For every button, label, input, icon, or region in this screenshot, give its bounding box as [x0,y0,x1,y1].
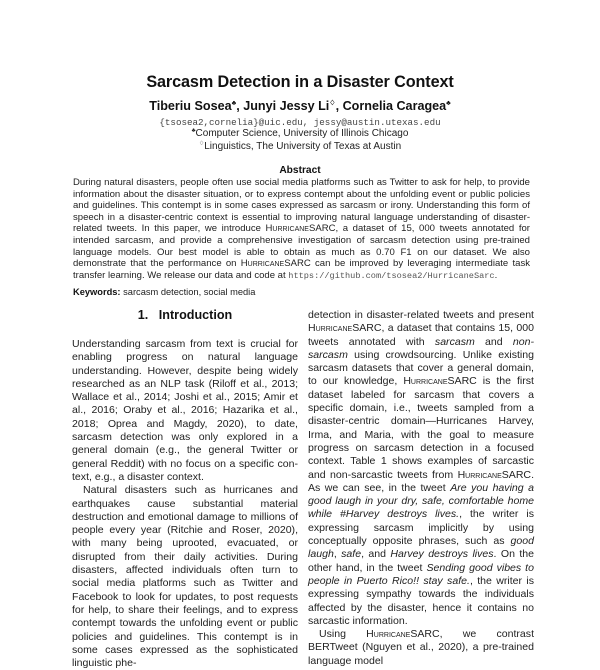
text-run: is the first dataset labeled for sarcasm that covers a specific domain, i.e., tweets sampled from a disaster-centric domain—Hurricanes Harvey, Irma, and Maria, with the goal to measure progress on sarcasm detection in a focused context. Table 1 shows examples of sarcastic and non-sarcastic tweets from [308,375,534,481]
paper-title: Sarcasm Detection in a Disaster Context [146,73,454,91]
text-run: . On the other hand, in the tweet [308,548,534,574]
text-run: detection in disaster-related tweets and present [308,309,534,321]
author-name: Cornelia Caragea [342,99,447,113]
dataset-name-suffix: SARC [352,322,382,335]
affiliation-uic [0,128,600,139]
dataset-name-smallcaps: Hurricane [240,258,285,270]
paragraph [308,309,534,628]
left-column [72,338,298,670]
club-mark-icon: ♣ [231,100,237,107]
dataset-name-smallcaps: Hurricane [366,628,411,641]
affiliation-text: Linguistics, The University of Texas at Austin [204,141,402,152]
author-name: Tiberiu Sosea [149,99,232,113]
club-mark-icon: ♣ [191,128,196,134]
text-run: , and [361,548,391,561]
affiliation-text: Computer Science, University of Illinois Chicago [195,128,409,139]
author-separator: , [335,99,343,113]
text-run: Using [319,628,367,641]
diamond-mark-icon: ♢ [329,100,336,107]
dataset-name-suffix: SARC [410,628,440,641]
emphasis: safe [341,548,362,561]
paragraph: Understanding sarcasm from text is crucial for enabling progress on natural language understanding. However, despite being widely researched as an NLP task (Riloff et al., 2013; Wallace et al., 2014; Joshi et al., 2015; Amir et al., 2016; Oraby et al., 2016; Hazarika et al., 2018; Oprea and Magdy, 2020), to date, sarcasm detection was only explored in a general domain (e.g., the general Twitter or general Reddit) with no focus on a specific context, e.g., a disaster context. [72,338,298,483]
club-mark-icon: ♣ [446,100,451,107]
paragraph: Natural disasters such as hurricanes and earthquakes cause substantial material destruction and emotional damage to millions of people every year (Ritchie and Roser, 2020), with many being uprooted, evacuated, or disrupted from their daily activities. During disasters, affected individuals often turn to social media platforms such as Twitter and Facebook to look for updates, to post requests for help, to share their feelings, and to express contempt towards the unfolding event or public policies and guidelines. This contempt is in some cases expressed as the sophisticated linguistic phe- [72,484,298,670]
emphasis: good laugh [308,535,534,561]
dataset-name-suffix: SARC [308,223,336,235]
section-heading-introduction [72,308,298,322]
keywords-label: Keywords: [73,287,121,297]
text-run: , the writer is expressing sympathy towards the individuals affected by the disaster, hence it contains no sarcastic information. [308,574,535,627]
author-emails: {tsosea2,cornelia}@uic.edu, jessy@austin.utexas.edu [159,117,441,128]
abstract-text: , a dataset of 15, 000 tweets annotated for intended sarcasm, and provide a comprehensive investigation of sarcasm detection using pre-trained language models. Our best model is able to obtain as much as 0.70 F1 on our dataset. We also demonstrate that the performance on [73,223,530,270]
abstract-text: During natural disasters, people often use social media platforms such as Twitter to ask for help, to provide information about the disaster situation, or to express contempt about the unfolding event or public policies and guidelines. This contempt is in some cases expressed as sarcasm or irony. Understanding this form of speech in a disaster-centric context is essential to improving natural language understanding of disaster-related tweets. In this paper, we introduce [73,177,530,235]
text-run: , [333,548,342,561]
dataset-name-suffix: SARC [501,468,532,481]
text-run: , the writer is expressing sarcasm implicitly by using conceptually opposite phrases, such as [308,508,534,548]
dataset-name-smallcaps: Hurricane [265,223,309,235]
text-run: , a dataset that contains 15, 000 tweets annotated with [308,322,534,348]
dataset-name-smallcaps: Hurricane [457,468,502,481]
dataset-name-suffix: SARC [447,375,477,388]
keywords-line [73,287,255,297]
abstract-text: can be improved by leveraging intermediate task transfer learning. We release our data and code at [73,258,530,281]
keywords-text: sarcasm detection, social media [123,287,256,297]
dataset-name-smallcaps: Hurricane [403,375,448,388]
abstract-body [73,177,530,282]
text-run: . As we can see, in the tweet [308,468,534,494]
text-run: , we contrast BERTweet (Nguyen et al., 2020), a pre-trained language model [308,628,534,667]
dataset-name-suffix: SARC [284,258,311,270]
section-number: 1. [137,308,149,322]
emphasis: Harvey destroys lives [390,548,494,561]
tweet-quote: Sending good vibes to people in Puerto Rico!! stay safe. [308,561,534,587]
text-run: and [474,335,513,348]
emphasis: non-sarcasm [308,335,534,361]
abstract-text: . [494,269,498,281]
section-title: Introduction [158,308,233,322]
diamond-mark-icon: ♢ [198,141,205,147]
emphasis: sarcasm [434,335,475,348]
code-url-link[interactable]: https://github.com/tsosea2/HurricaneSarc [288,270,495,281]
right-column [308,309,534,668]
author-separator: , [236,99,244,113]
text-run: using crowdsourcing. Unlike existing sarcasm datasets that cover a general domain, to our knowledge, [308,348,534,388]
affiliation-ut-austin [0,140,600,152]
paragraph [308,628,534,668]
dataset-name-smallcaps: Hurricane [308,322,353,335]
abstract-heading: Abstract [279,165,321,176]
author-name: Junyi Jessy Li [243,99,330,113]
author-list [0,99,600,113]
tweet-quote: Are you having a good laugh in your dry, safe, comfortable home while #Harvey destroys lives. [308,481,534,521]
